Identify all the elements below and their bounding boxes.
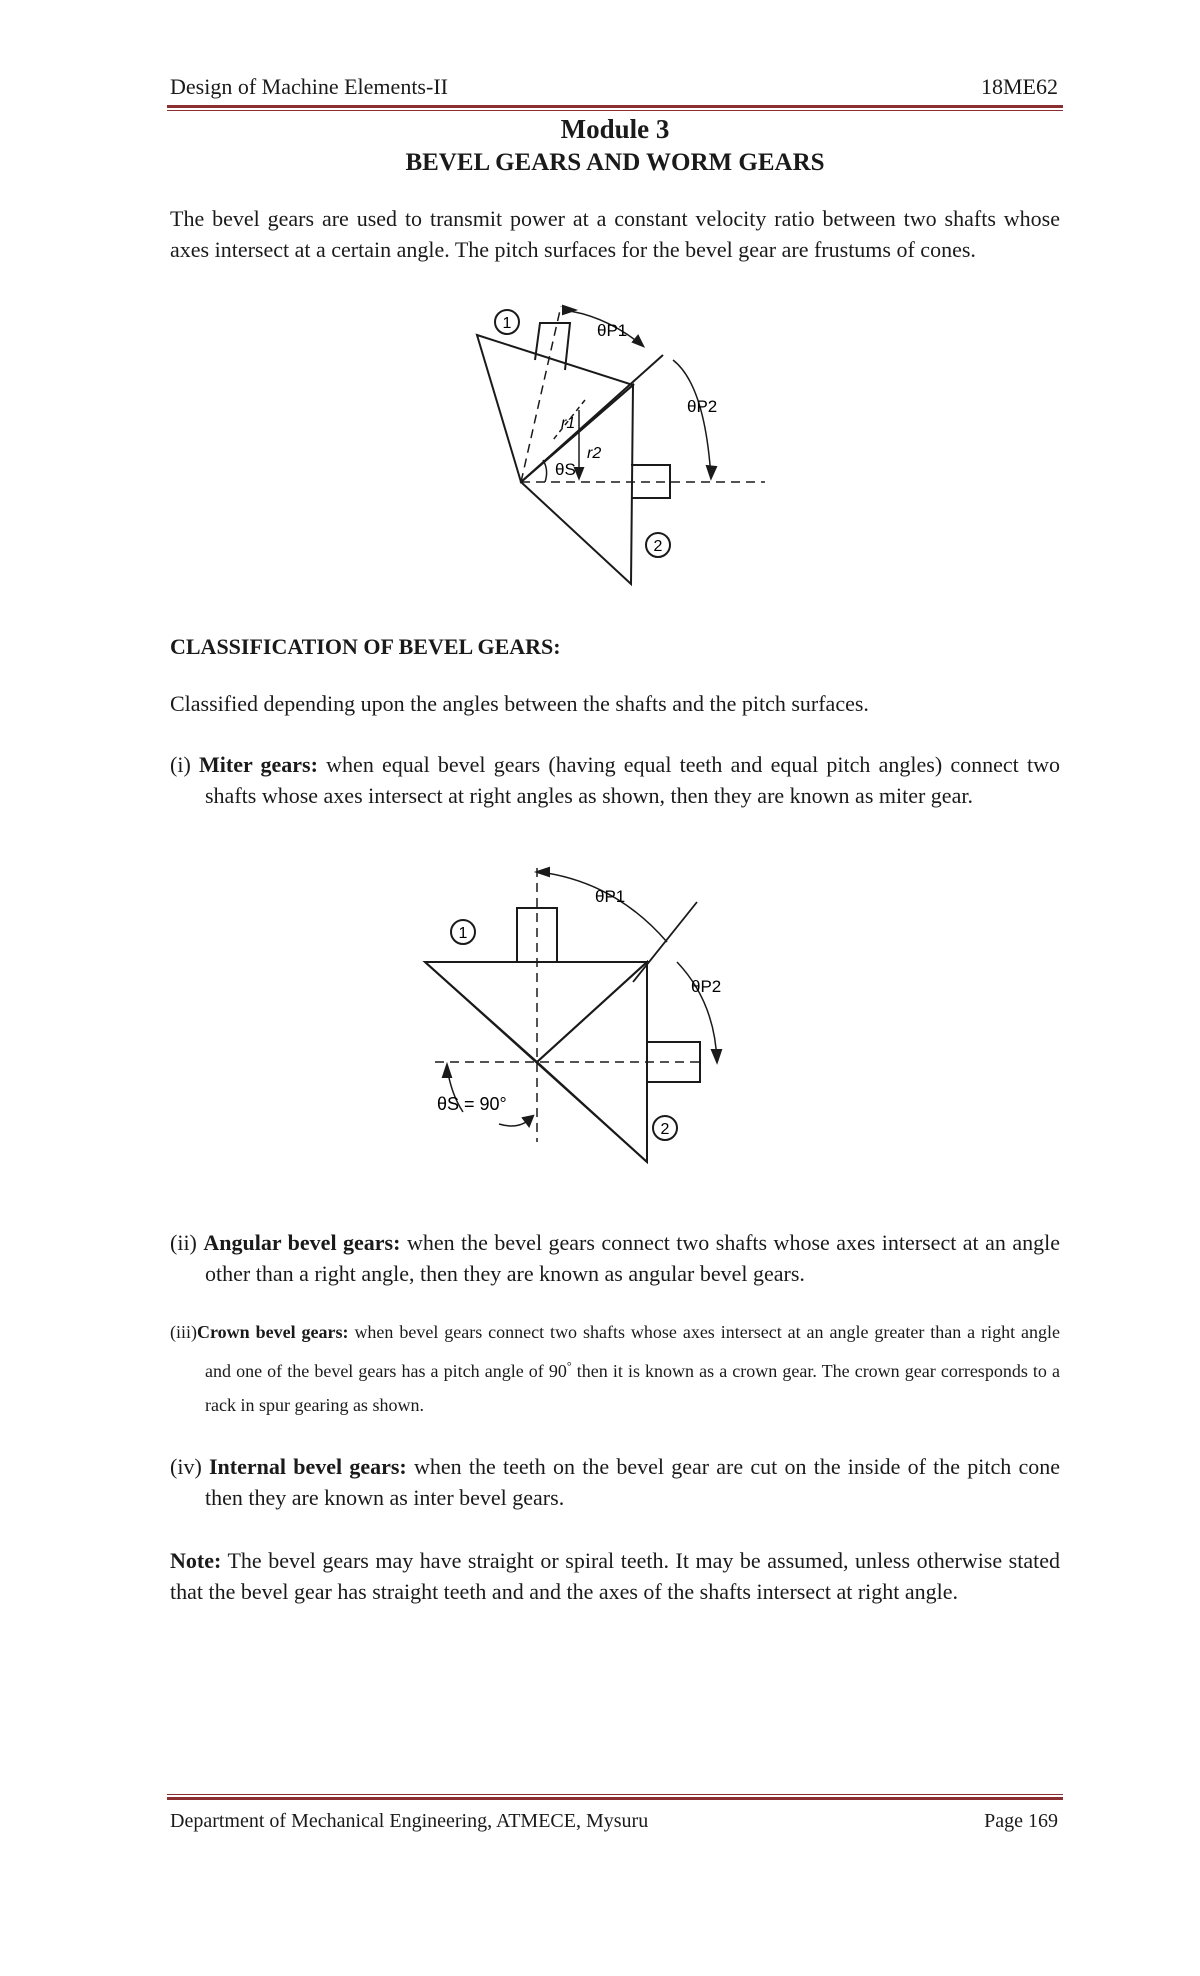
theta-s-label: θS = 90° (437, 1094, 507, 1114)
r2-label: r2 (587, 445, 602, 462)
item-term: Miter gears: (198, 752, 318, 777)
theta-s-label: θS (555, 460, 576, 479)
intro-paragraph: The bevel gears are used to transmit power at a constant velocity ratio between two shafts whose axes intersect at a certain angle. The pitch surfaces for the bevel gear are frustums of cones. (170, 206, 1060, 262)
footer-rule-thin (167, 1794, 1063, 1795)
gear2-cone (521, 385, 633, 584)
note-label: Note: (170, 1548, 222, 1573)
item-term: Crown bevel gears: (197, 1322, 349, 1342)
footer-department: Department of Mechanical Engineering, ATMECE, Mysuru (170, 1810, 649, 1832)
header-rule-thin (167, 110, 1063, 111)
header-title: Design of Machine Elements-II (170, 74, 448, 99)
miter-gear-diagram (415, 862, 755, 1172)
classification-intro: Classified depending upon the angles between the shafts and the pitch surfaces. (170, 691, 869, 716)
item-text: when the teeth on the bevel gear are cut on the inside of the pitch cone then they are known as inter bevel gears. (205, 1454, 1061, 1510)
bevel-gear-diagram (465, 300, 775, 600)
degree-symbol: ° (566, 1359, 572, 1373)
theta-p2-label: θP2 (687, 397, 718, 416)
gear2-label: 2 (653, 538, 663, 555)
module-title: Module 3 (560, 114, 670, 144)
item-number: (iii) (170, 1322, 197, 1342)
classification-heading: CLASSIFICATION OF BEVEL GEARS: (170, 634, 561, 659)
item-term: Internal bevel gears: (209, 1454, 407, 1479)
chapter-title: BEVEL GEARS AND WORM GEARS (405, 149, 825, 176)
item-term: Angular bevel gears: (203, 1230, 401, 1255)
r1-label: r1 (561, 415, 576, 432)
theta-p2-label: θP2 (691, 977, 722, 996)
page-number: Page 169 (984, 1810, 1058, 1832)
theta-p1-label: θP1 (595, 887, 626, 906)
header-course-code: 18ME62 (981, 74, 1058, 99)
gear1-cone (425, 962, 647, 1062)
gear2-label: 2 (660, 1121, 670, 1138)
theta-p1-label: θP1 (597, 321, 628, 340)
footer-rule (167, 1797, 1063, 1800)
note-text: The bevel gears may have straight or spiral teeth. It may be assumed, unless otherwise stated that the bevel gear has straight teeth and and the axes of the shafts intersect at right angle. (170, 1548, 1060, 1604)
item-text-continued: then it is known as a crown gear. The crown gear corresponds to a rack in spur gearing as shown. (205, 1361, 1060, 1415)
header-rule (167, 105, 1063, 108)
item-number: (ii) (170, 1230, 197, 1255)
note-paragraph (170, 1545, 1060, 1607)
list-item-miter (170, 749, 1060, 811)
item-text: when bevel gears connect two shafts whose axes intersect at an angle greater than a right angle and one of the bevel gears has a pitch angle of 90 (205, 1322, 1061, 1381)
list-item-crown (170, 1315, 1060, 1422)
list-item-angular (170, 1227, 1060, 1289)
item-number: (iv) (170, 1454, 202, 1479)
gear1-label: 1 (502, 315, 512, 332)
item-text: when equal bevel gears (having equal teeth and equal pitch angles) connect two shafts whose axes intersect at right angles as shown, then they are known as miter gear. (205, 752, 1060, 808)
item-number: (i) (170, 752, 191, 777)
list-item-internal (170, 1451, 1060, 1513)
item-text: when the bevel gears connect two shafts whose axes intersect at an angle other than a right angle, then they are known as angular bevel gears. (205, 1230, 1061, 1286)
gear1-label: 1 (458, 925, 468, 942)
